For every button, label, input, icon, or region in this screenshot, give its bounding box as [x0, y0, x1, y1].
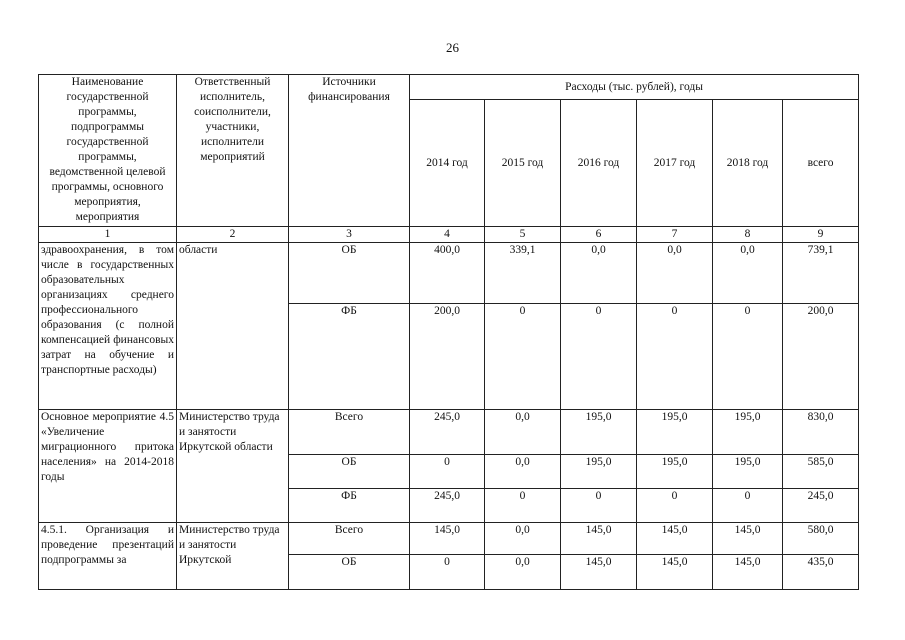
column-number: 4	[410, 227, 485, 243]
header-funding-source: Источники финансирования	[289, 75, 410, 227]
value-cell: 245,0	[410, 410, 485, 455]
value-cell: 0	[410, 555, 485, 590]
header-year-2016: 2016 год	[561, 100, 637, 227]
page-number: 26	[446, 40, 459, 55]
value-cell: 580,0	[783, 523, 859, 555]
value-cell: 0	[713, 489, 783, 523]
value-cell: 195,0	[561, 410, 637, 455]
column-number: 5	[485, 227, 561, 243]
value-cell: 195,0	[637, 410, 713, 455]
value-cell: 435,0	[783, 555, 859, 590]
funding-source-cell: ОБ	[289, 455, 410, 489]
value-cell: 400,0	[410, 243, 485, 304]
column-number: 8	[713, 227, 783, 243]
value-cell: 339,1	[485, 243, 561, 304]
funding-source-cell: Всего	[289, 410, 410, 455]
column-number: 9	[783, 227, 859, 243]
header-year-2014: 2014 год	[410, 100, 485, 227]
value-cell: 739,1	[783, 243, 859, 304]
value-cell: 585,0	[783, 455, 859, 489]
header-year-2017: 2017 год	[637, 100, 713, 227]
column-number: 1	[39, 227, 177, 243]
value-cell: 0	[637, 304, 713, 410]
value-cell: 0,0	[485, 410, 561, 455]
value-cell: 195,0	[713, 455, 783, 489]
program-name-cell: 4.5.1. Организация и проведение презентаций подпрограммы за	[39, 523, 177, 590]
funding-source-cell: ФБ	[289, 489, 410, 523]
funding-source-cell: ОБ	[289, 555, 410, 590]
value-cell: 245,0	[410, 489, 485, 523]
value-cell: 200,0	[783, 304, 859, 410]
value-cell: 145,0	[713, 555, 783, 590]
value-cell: 0	[410, 455, 485, 489]
header-expenses: Расходы (тыс. рублей), годы	[410, 75, 859, 100]
executor-cell: Министерство труда и занятости Иркутской области	[177, 410, 289, 523]
value-cell: 0,0	[561, 243, 637, 304]
value-cell: 145,0	[561, 523, 637, 555]
value-cell: 0	[637, 489, 713, 523]
column-number: 6	[561, 227, 637, 243]
value-cell: 195,0	[561, 455, 637, 489]
value-cell: 0,0	[485, 523, 561, 555]
header-total: всего	[783, 100, 859, 227]
funding-source-cell: ФБ	[289, 304, 410, 410]
program-name-cell: здравоохранения, в том числе в государственных образовательных организациях среднего профессионального образования (с полной компенсацией финансовых затрат на обучение и транспортные расходы)	[39, 243, 177, 410]
header-executor: Ответственный исполнитель, соисполнители, участники, исполнители мероприятий	[177, 75, 289, 227]
value-cell: 145,0	[713, 523, 783, 555]
value-cell: 0	[485, 489, 561, 523]
value-cell: 145,0	[561, 555, 637, 590]
value-cell: 0	[561, 304, 637, 410]
budget-table	[38, 74, 859, 590]
executor-cell: области	[177, 243, 289, 410]
value-cell: 145,0	[637, 523, 713, 555]
header-year-2018: 2018 год	[713, 100, 783, 227]
value-cell: 0,0	[485, 555, 561, 590]
value-cell: 0,0	[713, 243, 783, 304]
value-cell: 830,0	[783, 410, 859, 455]
funding-source-cell: Всего	[289, 523, 410, 555]
column-number: 2	[177, 227, 289, 243]
program-name-cell: Основное мероприятие 4.5 «Увеличение миграционного притока населения» на 2014-2018 годы	[39, 410, 177, 523]
value-cell: 245,0	[783, 489, 859, 523]
column-number: 7	[637, 227, 713, 243]
value-cell: 0,0	[637, 243, 713, 304]
value-cell: 0,0	[485, 455, 561, 489]
value-cell: 0	[561, 489, 637, 523]
column-number: 3	[289, 227, 410, 243]
header-year-2015: 2015 год	[485, 100, 561, 227]
header-program-name: Наименование государственной программы, подпрограммы государственной программы, ведомственной целевой программы, основного мероприятия, мероприятия	[39, 75, 177, 227]
value-cell: 0	[485, 304, 561, 410]
value-cell: 0	[713, 304, 783, 410]
funding-source-cell: ОБ	[289, 243, 410, 304]
value-cell: 145,0	[410, 523, 485, 555]
value-cell: 145,0	[637, 555, 713, 590]
value-cell: 195,0	[713, 410, 783, 455]
value-cell: 200,0	[410, 304, 485, 410]
value-cell: 195,0	[637, 455, 713, 489]
executor-cell: Министерство труда и занятости Иркутской	[177, 523, 289, 590]
